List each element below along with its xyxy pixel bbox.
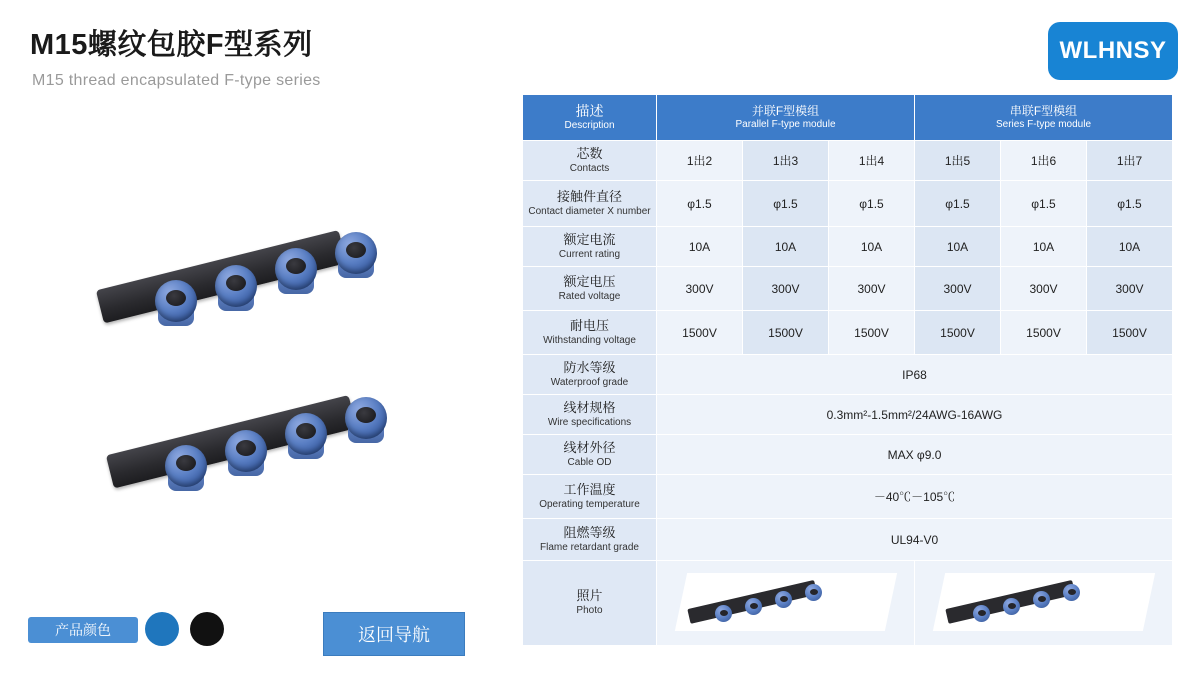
table-row-photo xyxy=(523,561,1173,646)
page-title-en: M15 thread encapsulated F-type series xyxy=(32,72,321,89)
table-row xyxy=(523,227,1173,267)
cell-contacts-3: 1出4 xyxy=(829,141,915,181)
cell-voltage-6: 300V xyxy=(1087,267,1173,311)
row-label-flame-retardant-grade: 阻燃等级 Flame retardant grade xyxy=(523,519,657,561)
cell-flame-retardant-grade: UL94-V0 xyxy=(657,519,1173,561)
cell-contacts-5: 1出6 xyxy=(1001,141,1087,181)
product-color-label: 产品颜色 xyxy=(28,617,138,643)
cell-diameter-2: φ1.5 xyxy=(743,181,829,227)
cell-operating-temperature: －40℃－105℃ xyxy=(657,475,1173,519)
row-label-cable-od: 线材外径 Cable OD xyxy=(523,435,657,475)
connector-plug xyxy=(335,232,377,280)
table-row xyxy=(523,267,1173,311)
connector-plug xyxy=(165,445,207,493)
cell-withstand-3: 1500V xyxy=(829,311,915,355)
cell-contacts-1: 1出2 xyxy=(657,141,743,181)
row-label-current-rating: 额定电流 Current rating xyxy=(523,227,657,267)
cell-current-5: 10A xyxy=(1001,227,1087,267)
table-header-row xyxy=(523,95,1173,141)
table-row xyxy=(523,355,1173,395)
connector-plug xyxy=(275,248,317,296)
row-label-withstanding-voltage: 耐电压 Withstanding voltage xyxy=(523,311,657,355)
row-label-operating-temperature: 工作温度 Operating temperature xyxy=(523,475,657,519)
cell-voltage-2: 300V xyxy=(743,267,829,311)
header-parallel-group: 并联F型模组 Parallel F-type module xyxy=(657,95,915,141)
table-row xyxy=(523,141,1173,181)
connector-plug xyxy=(285,413,327,461)
cell-waterproof-grade: IP68 xyxy=(657,355,1173,395)
color-swatch-blue[interactable] xyxy=(145,612,179,646)
cell-withstand-1: 1500V xyxy=(657,311,743,355)
return-to-navigation-button[interactable]: 返回导航 xyxy=(323,612,465,656)
cell-diameter-1: φ1.5 xyxy=(657,181,743,227)
connector-plug xyxy=(215,265,257,313)
row-label-waterproof-grade: 防水等级 Waterproof grade xyxy=(523,355,657,395)
table-row xyxy=(523,181,1173,227)
cell-contacts-4: 1出5 xyxy=(915,141,1001,181)
cell-voltage-5: 300V xyxy=(1001,267,1087,311)
row-label-contact-diameter: 接触件直径 Contact diameter X number xyxy=(523,181,657,227)
cell-current-4: 10A xyxy=(915,227,1001,267)
connector-plug xyxy=(225,430,267,478)
table-row xyxy=(523,475,1173,519)
cell-diameter-6: φ1.5 xyxy=(1087,181,1173,227)
cell-contacts-6: 1出7 xyxy=(1087,141,1173,181)
table-row xyxy=(523,395,1173,435)
header-description: 描述 Description xyxy=(523,95,657,141)
cell-withstand-5: 1500V xyxy=(1001,311,1087,355)
cell-withstand-6: 1500V xyxy=(1087,311,1173,355)
cell-diameter-3: φ1.5 xyxy=(829,181,915,227)
header-series-group: 串联F型模组 Series F-type module xyxy=(915,95,1173,141)
cell-diameter-5: φ1.5 xyxy=(1001,181,1087,227)
row-label-photo: 照片 Photo xyxy=(523,561,657,646)
cell-current-1: 10A xyxy=(657,227,743,267)
cell-withstand-4: 1500V xyxy=(915,311,1001,355)
cell-withstand-2: 1500V xyxy=(743,311,829,355)
table-row xyxy=(523,311,1173,355)
connector-plug xyxy=(345,397,387,445)
cell-current-6: 10A xyxy=(1087,227,1173,267)
product-image xyxy=(40,150,480,510)
logo-text: WLHNSY xyxy=(1059,37,1167,64)
photo-series-module xyxy=(915,561,1173,646)
row-label-contacts: 芯数 Contacts xyxy=(523,141,657,181)
cell-voltage-4: 300V xyxy=(915,267,1001,311)
cell-contacts-2: 1出3 xyxy=(743,141,829,181)
row-label-rated-voltage: 额定电压 Rated voltage xyxy=(523,267,657,311)
cell-wire-specifications: 0.3mm²-1.5mm²/24AWG-16AWG xyxy=(657,395,1173,435)
page-title-cn: M15螺纹包胶F型系列 xyxy=(30,29,313,61)
company-logo xyxy=(1048,22,1178,80)
cell-diameter-4: φ1.5 xyxy=(915,181,1001,227)
cell-current-3: 10A xyxy=(829,227,915,267)
photo-parallel-module xyxy=(657,561,915,646)
connector-plug xyxy=(155,280,197,328)
cell-voltage-3: 300V xyxy=(829,267,915,311)
cell-current-2: 10A xyxy=(743,227,829,267)
specification-table xyxy=(522,94,1173,646)
color-swatch-black[interactable] xyxy=(190,612,224,646)
table-row xyxy=(523,519,1173,561)
row-label-wire-specifications: 线材规格 Wire specifications xyxy=(523,395,657,435)
table-row xyxy=(523,435,1173,475)
cell-cable-od: MAX φ9.0 xyxy=(657,435,1173,475)
cell-voltage-1: 300V xyxy=(657,267,743,311)
